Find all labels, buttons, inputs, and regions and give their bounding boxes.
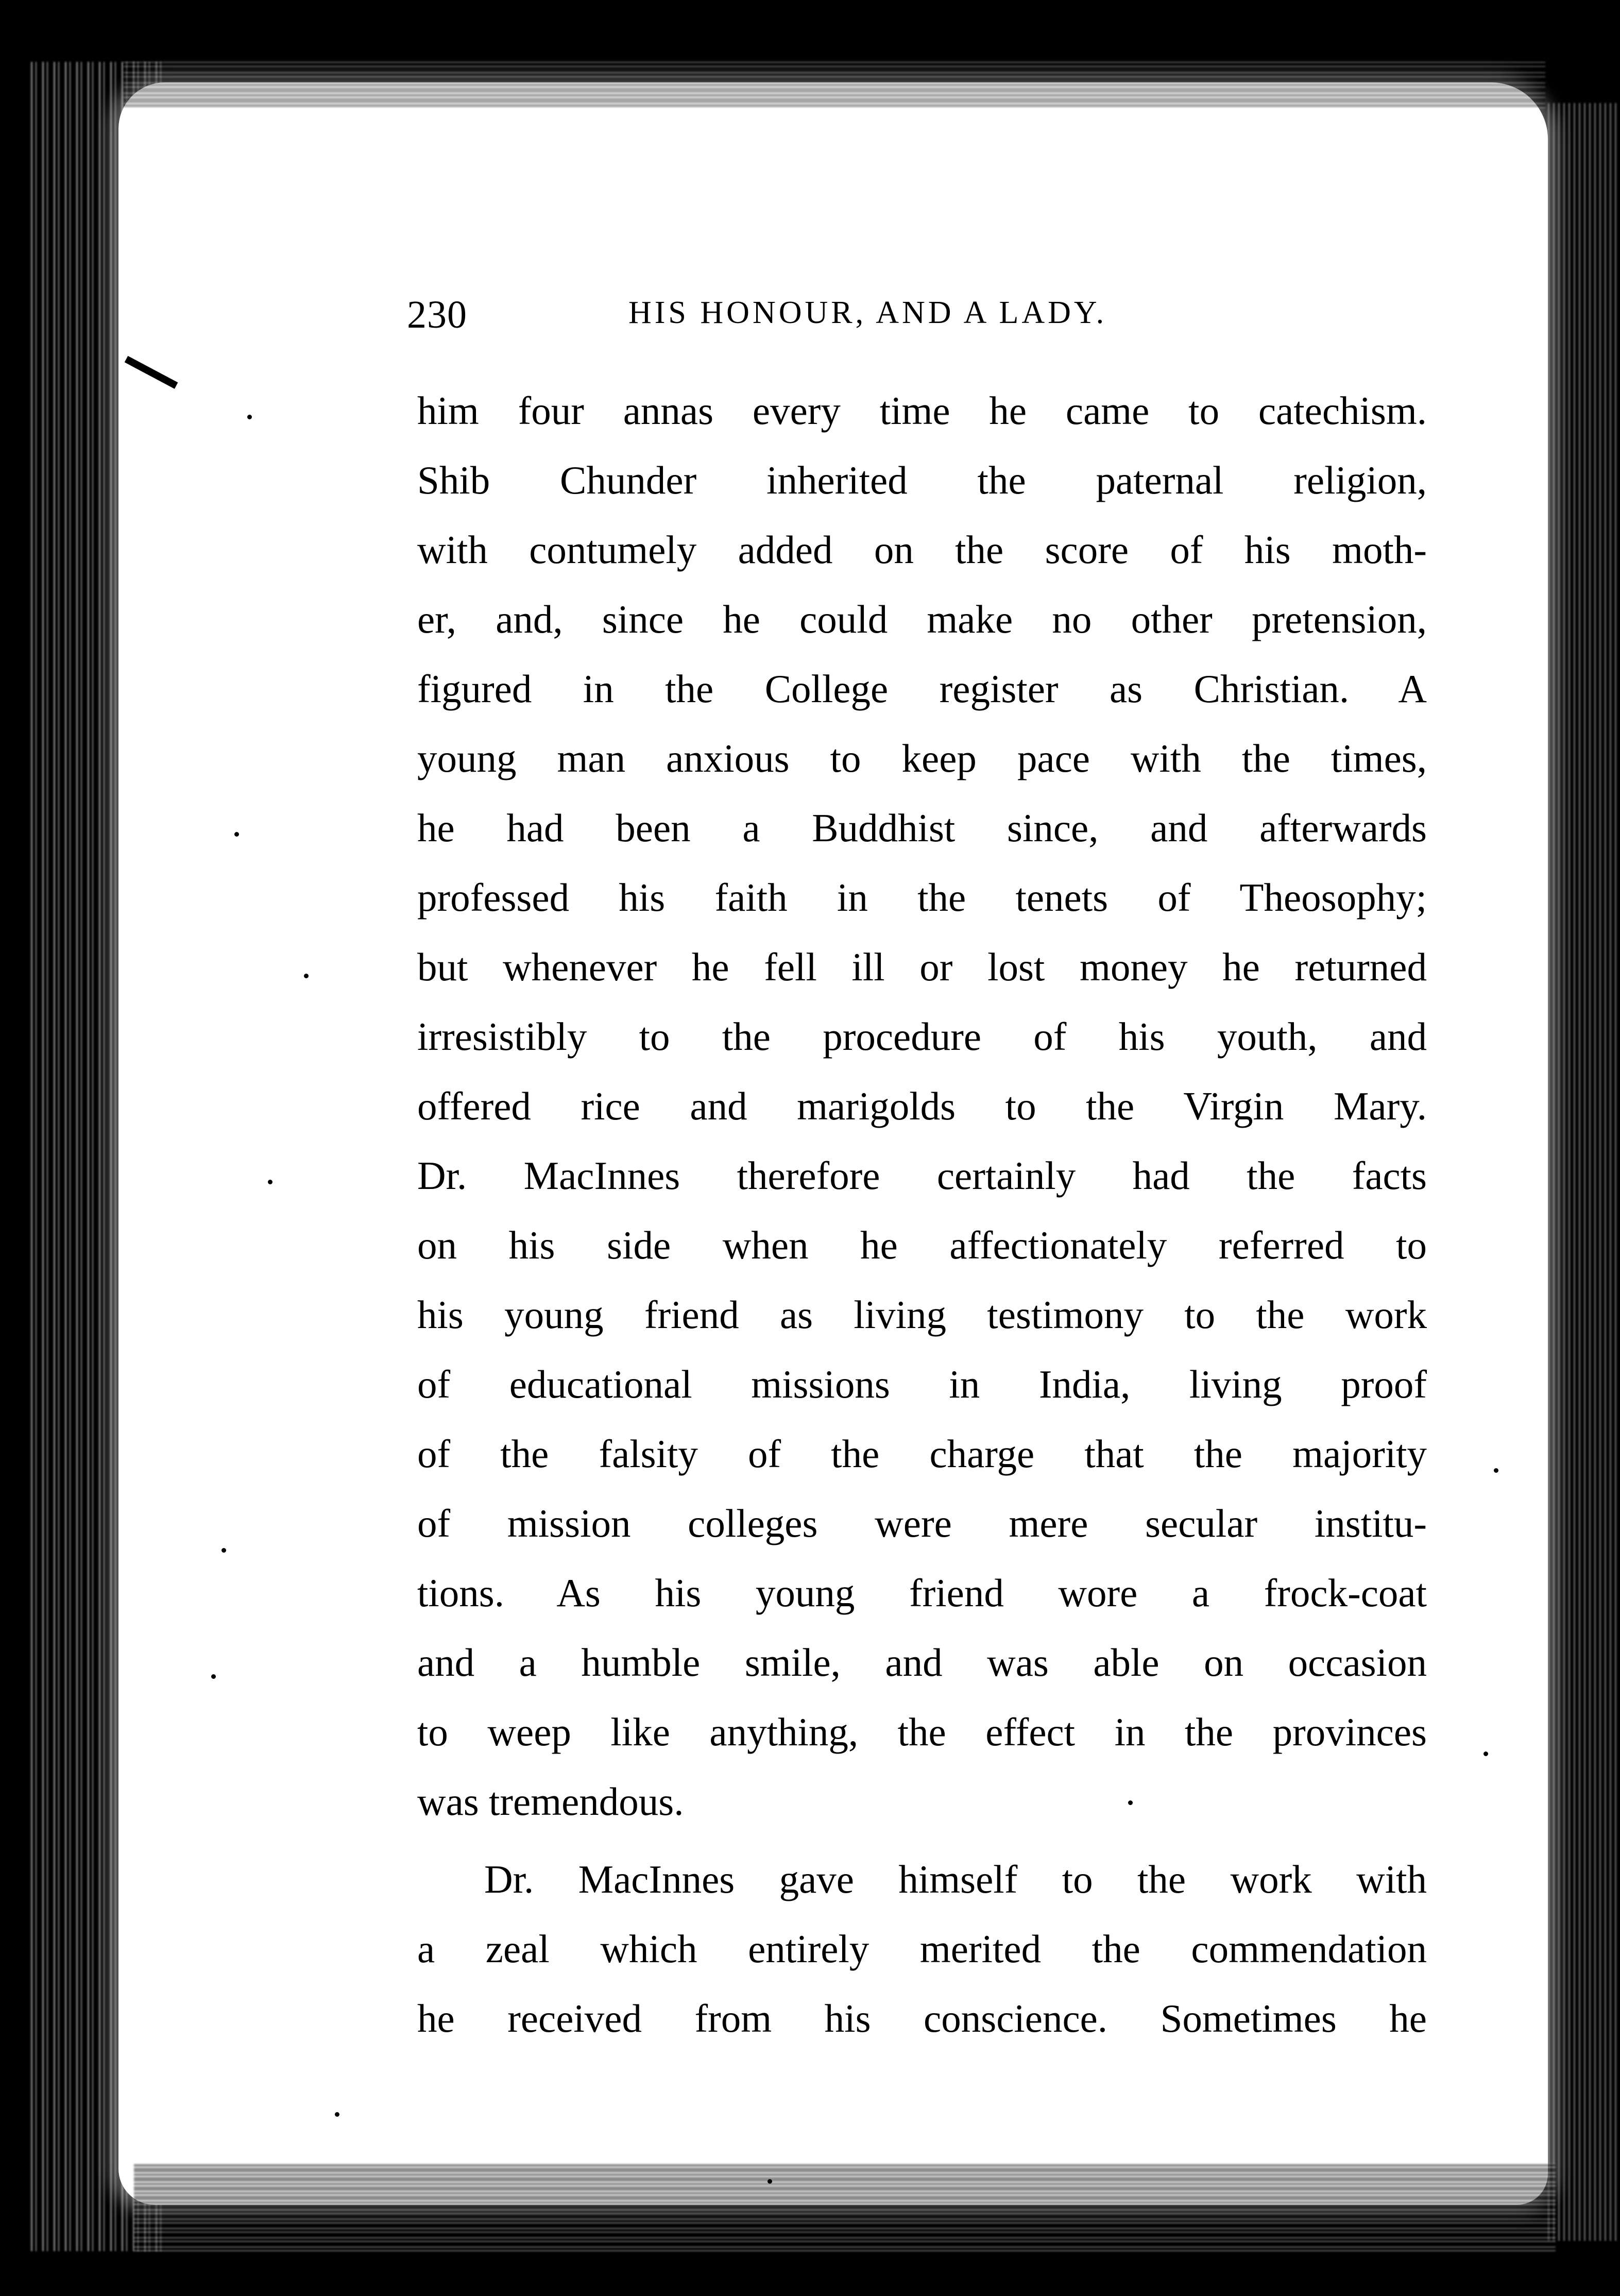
- paragraph-2: [417, 1845, 1427, 2053]
- speck: [247, 415, 252, 419]
- page-edge-noise-bottom: [134, 2164, 1556, 2251]
- page-edge-noise-top: [124, 62, 1545, 108]
- text-line: professed his faith in the tenets of Theosophy;: [417, 875, 1427, 920]
- text-line: of mission colleges were mere secular institu-: [417, 1501, 1427, 1545]
- paragraph-gap: [417, 1836, 1427, 1845]
- page-number: 230: [407, 293, 467, 336]
- text-line: him four annas every time he came to catechism.: [417, 388, 1427, 433]
- page-edge-noise-right: [1548, 103, 1620, 2241]
- text-line: offered rice and marigolds to the Virgin Mary.: [417, 1084, 1427, 1128]
- speck: [1494, 1468, 1498, 1473]
- text-line: irresistibly to the procedure of his youth, and: [417, 1014, 1427, 1059]
- text-line: his young friend as living testimony to the work: [417, 1292, 1427, 1337]
- text-line: figured in the College register as Christian. A: [417, 667, 1427, 711]
- page-header: [407, 283, 1427, 350]
- text-line: Dr. MacInnes therefore certainly had the facts: [417, 1153, 1427, 1198]
- text-line: he had been a Buddhist since, and afterwards: [417, 806, 1427, 850]
- text-line: and a humble smile, and was able on occasion: [417, 1640, 1427, 1685]
- text-line: he received from his conscience. Sometimes he: [417, 1996, 1427, 2040]
- speck: [304, 974, 309, 978]
- text-line: a zeal which entirely merited the commendation: [417, 1927, 1427, 1971]
- text-line: on his side when he affectionately referred to: [417, 1223, 1427, 1267]
- text-line: but whenever he fell ill or lost money he returned: [417, 945, 1427, 989]
- text-line: young man anxious to keep pace with the times,: [417, 736, 1427, 780]
- text-line: with contumely added on the score of his moth-: [417, 528, 1427, 572]
- text-line: er, and, since he could make no other pretension,: [417, 597, 1427, 641]
- speck: [221, 1548, 226, 1553]
- paragraph-1: [417, 376, 1427, 1836]
- text-line: Shib Chunder inherited the paternal religion,: [417, 458, 1427, 502]
- speck: [234, 832, 239, 837]
- text-line: was tremendous.: [417, 1779, 684, 1824]
- text-line: tions. As his young friend wore a frock-coat: [417, 1571, 1427, 1615]
- text-line: of educational missions in India, living proof: [417, 1362, 1427, 1406]
- text-line: Dr. MacInnes gave himself to the work with: [484, 1857, 1427, 1901]
- speck: [1483, 1751, 1488, 1756]
- body-text: [417, 376, 1427, 2053]
- speck: [211, 1674, 216, 1679]
- text-line: to weep like anything, the effect in the provinces: [417, 1710, 1427, 1754]
- speck: [335, 2112, 339, 2117]
- text-line: of the falsity of the charge that the majority: [417, 1432, 1427, 1476]
- speck: [768, 2179, 772, 2184]
- speck: [268, 1180, 272, 1184]
- running-head: HIS HONOUR, AND A LADY.: [628, 295, 1107, 330]
